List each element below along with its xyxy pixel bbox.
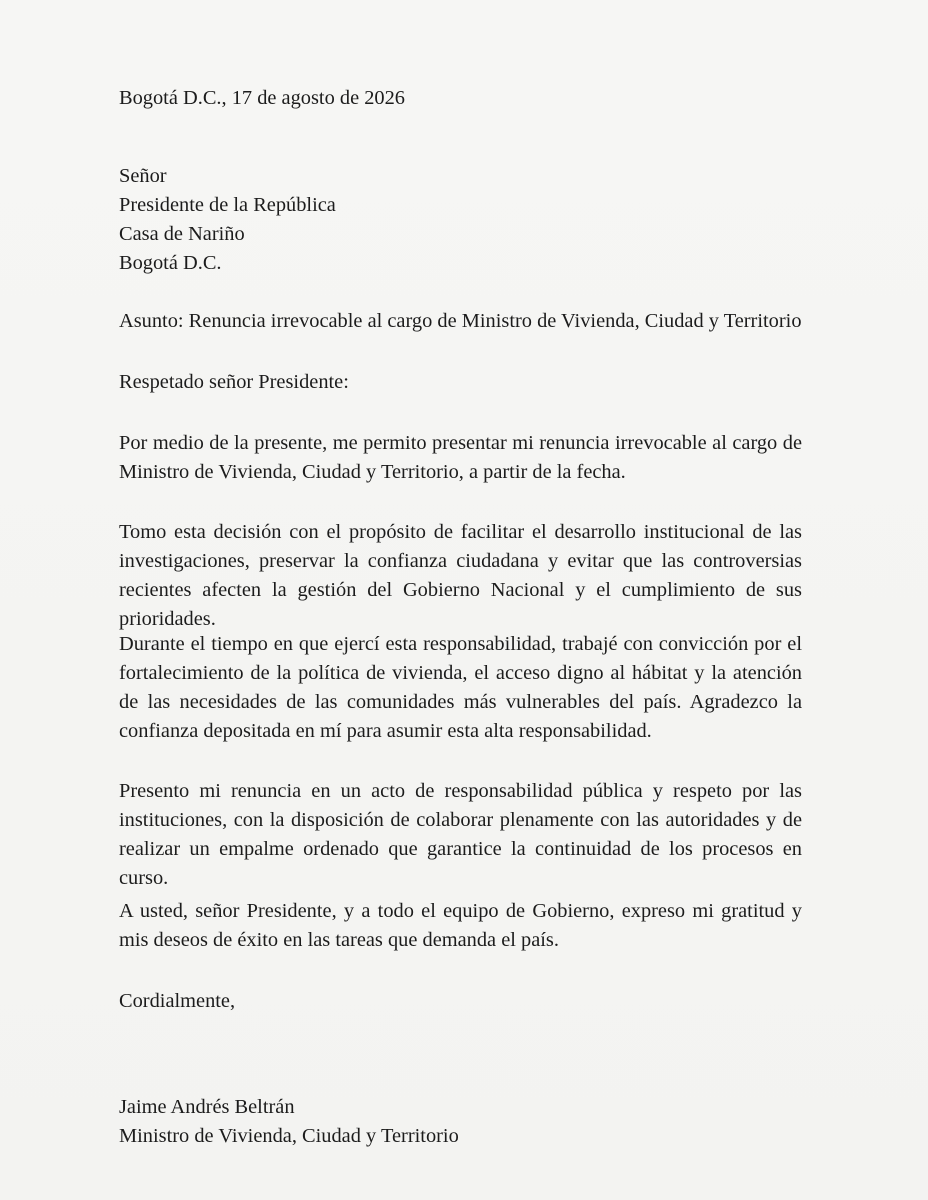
signer-name: Jaime Andrés Beltrán <box>119 1096 295 1118</box>
recipient-line: Presidente de la República <box>119 194 336 216</box>
recipient-line: Casa de Nariño <box>119 223 245 245</box>
recipient-line: Señor <box>119 165 167 187</box>
body-paragraph: Durante el tiempo en que ejercí esta responsabilidad, trabajé con convicción por el fortalecimiento de la política de vivienda, el acceso digno al hábitat y la atención de las necesidades de las comunidades más vulnerables del país. Agradezco la confianza depositada en mí para asumir esta alta responsabilidad. <box>119 633 802 742</box>
signer-title: Ministro de Vivienda, Ciudad y Territorio <box>119 1125 459 1147</box>
place-date <box>119 84 802 113</box>
place-date-text: Bogotá D.C., 17 de agosto de 2026 <box>119 87 406 109</box>
body-paragraph: Por medio de la presente, me permito presentar mi renuncia irrevocable al cargo de Ministro de Vivienda, Ciudad y Territorio, a partir de la fecha. <box>119 432 802 483</box>
recipient-block <box>119 162 802 278</box>
recipient-line: Bogotá D.C. <box>119 252 222 274</box>
closing-text: Cordialmente, <box>119 990 236 1012</box>
subject-line <box>119 307 802 336</box>
salutation-text: Respetado señor Presidente: <box>119 371 349 393</box>
body-paragraph: Presento mi renuncia en un acto de responsabilidad pública y respeto por las instituciones, con la disposición de colaborar plenamente con las autoridades y de realizar un empalme ordenado que garantice la continuidad de los procesos en curso. <box>119 780 802 889</box>
signature-block <box>119 1093 802 1151</box>
body-paragraph: Tomo esta decisión con el propósito de facilitar el desarrollo institucional de las investigaciones, preservar la confianza ciudadana y evitar que las controversias recientes afecten la gestión del Gobierno Nacional y el cumplimiento de sus prioridades. <box>119 521 802 630</box>
subject-text: Asunto: Renuncia irrevocable al cargo de Ministro de Vivienda, Ciudad y Territorio <box>119 310 802 332</box>
salutation <box>119 368 802 397</box>
closing <box>119 987 802 1016</box>
body-paragraph: A usted, señor Presidente, y a todo el equipo de Gobierno, expreso mi gratitud y mis deseos de éxito en las tareas que demanda el país. <box>119 900 802 951</box>
